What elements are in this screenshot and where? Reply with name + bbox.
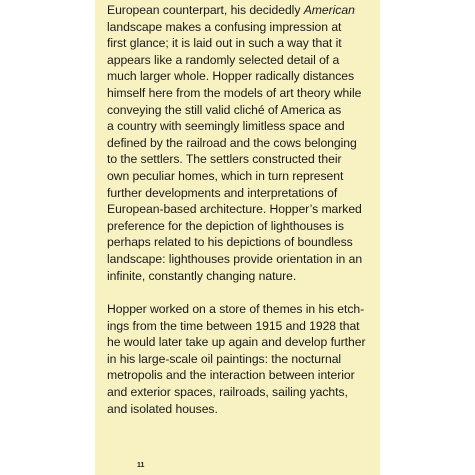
body-text [107, 2, 377, 417]
text-segment: European counterpart, his decidedly [107, 3, 304, 17]
text-line: preference for the depiction of lighthouses is [107, 218, 344, 233]
text-line: appears like a randomly selected detail of a [107, 52, 340, 67]
text-line: in his large-scale oil paintings: the nocturnal [107, 351, 342, 366]
page-number: 11 [137, 462, 145, 469]
italic-word: American [303, 3, 355, 17]
text-line: ings from the time between 1915 and 1928 that [107, 318, 360, 333]
text-line: defined by the railroad and the cows belonging [107, 135, 357, 150]
text-line: landscape makes a confusing impression at [107, 19, 342, 34]
paragraph-gap [107, 284, 377, 301]
text-line: infinite, constantly changing nature. [107, 268, 297, 283]
text-line: to the settlers. The settlers constructed their [107, 152, 342, 167]
text-line [107, 2, 377, 19]
text-line: much larger whole. Hopper radically distances [107, 69, 355, 84]
text-line: himself here from the models of art theory while [107, 85, 362, 100]
paragraph-2 [107, 301, 377, 417]
text-line: further developments and interpretations of [107, 185, 338, 200]
text-line: and exterior spaces, railroads, sailing yachts, [107, 385, 348, 400]
text-line: and isolated houses. [107, 401, 218, 416]
text-line: landscape: lighthouses provide orientation in an [107, 251, 363, 266]
paragraph-1 [107, 2, 377, 284]
text-line: a country with seemingly limitless space and [107, 119, 345, 134]
text-line: own peculiar homes, which in turn represent [107, 168, 344, 183]
text-line: European-based architecture. Hopper’s marked [107, 202, 362, 217]
text-line: first glance; it is laid out in such a way that it [107, 36, 342, 51]
text-line: metropolis and the interaction between interior [107, 368, 355, 383]
text-line: conveying the still valid cliché of America as [107, 102, 342, 117]
text-line: Hopper worked on a store of themes in his etch- [107, 302, 365, 317]
book-page [95, 0, 380, 475]
text-line: he would later take up again and develop further [107, 335, 366, 350]
text-line: perhaps related to his depictions of boundless [107, 235, 353, 250]
